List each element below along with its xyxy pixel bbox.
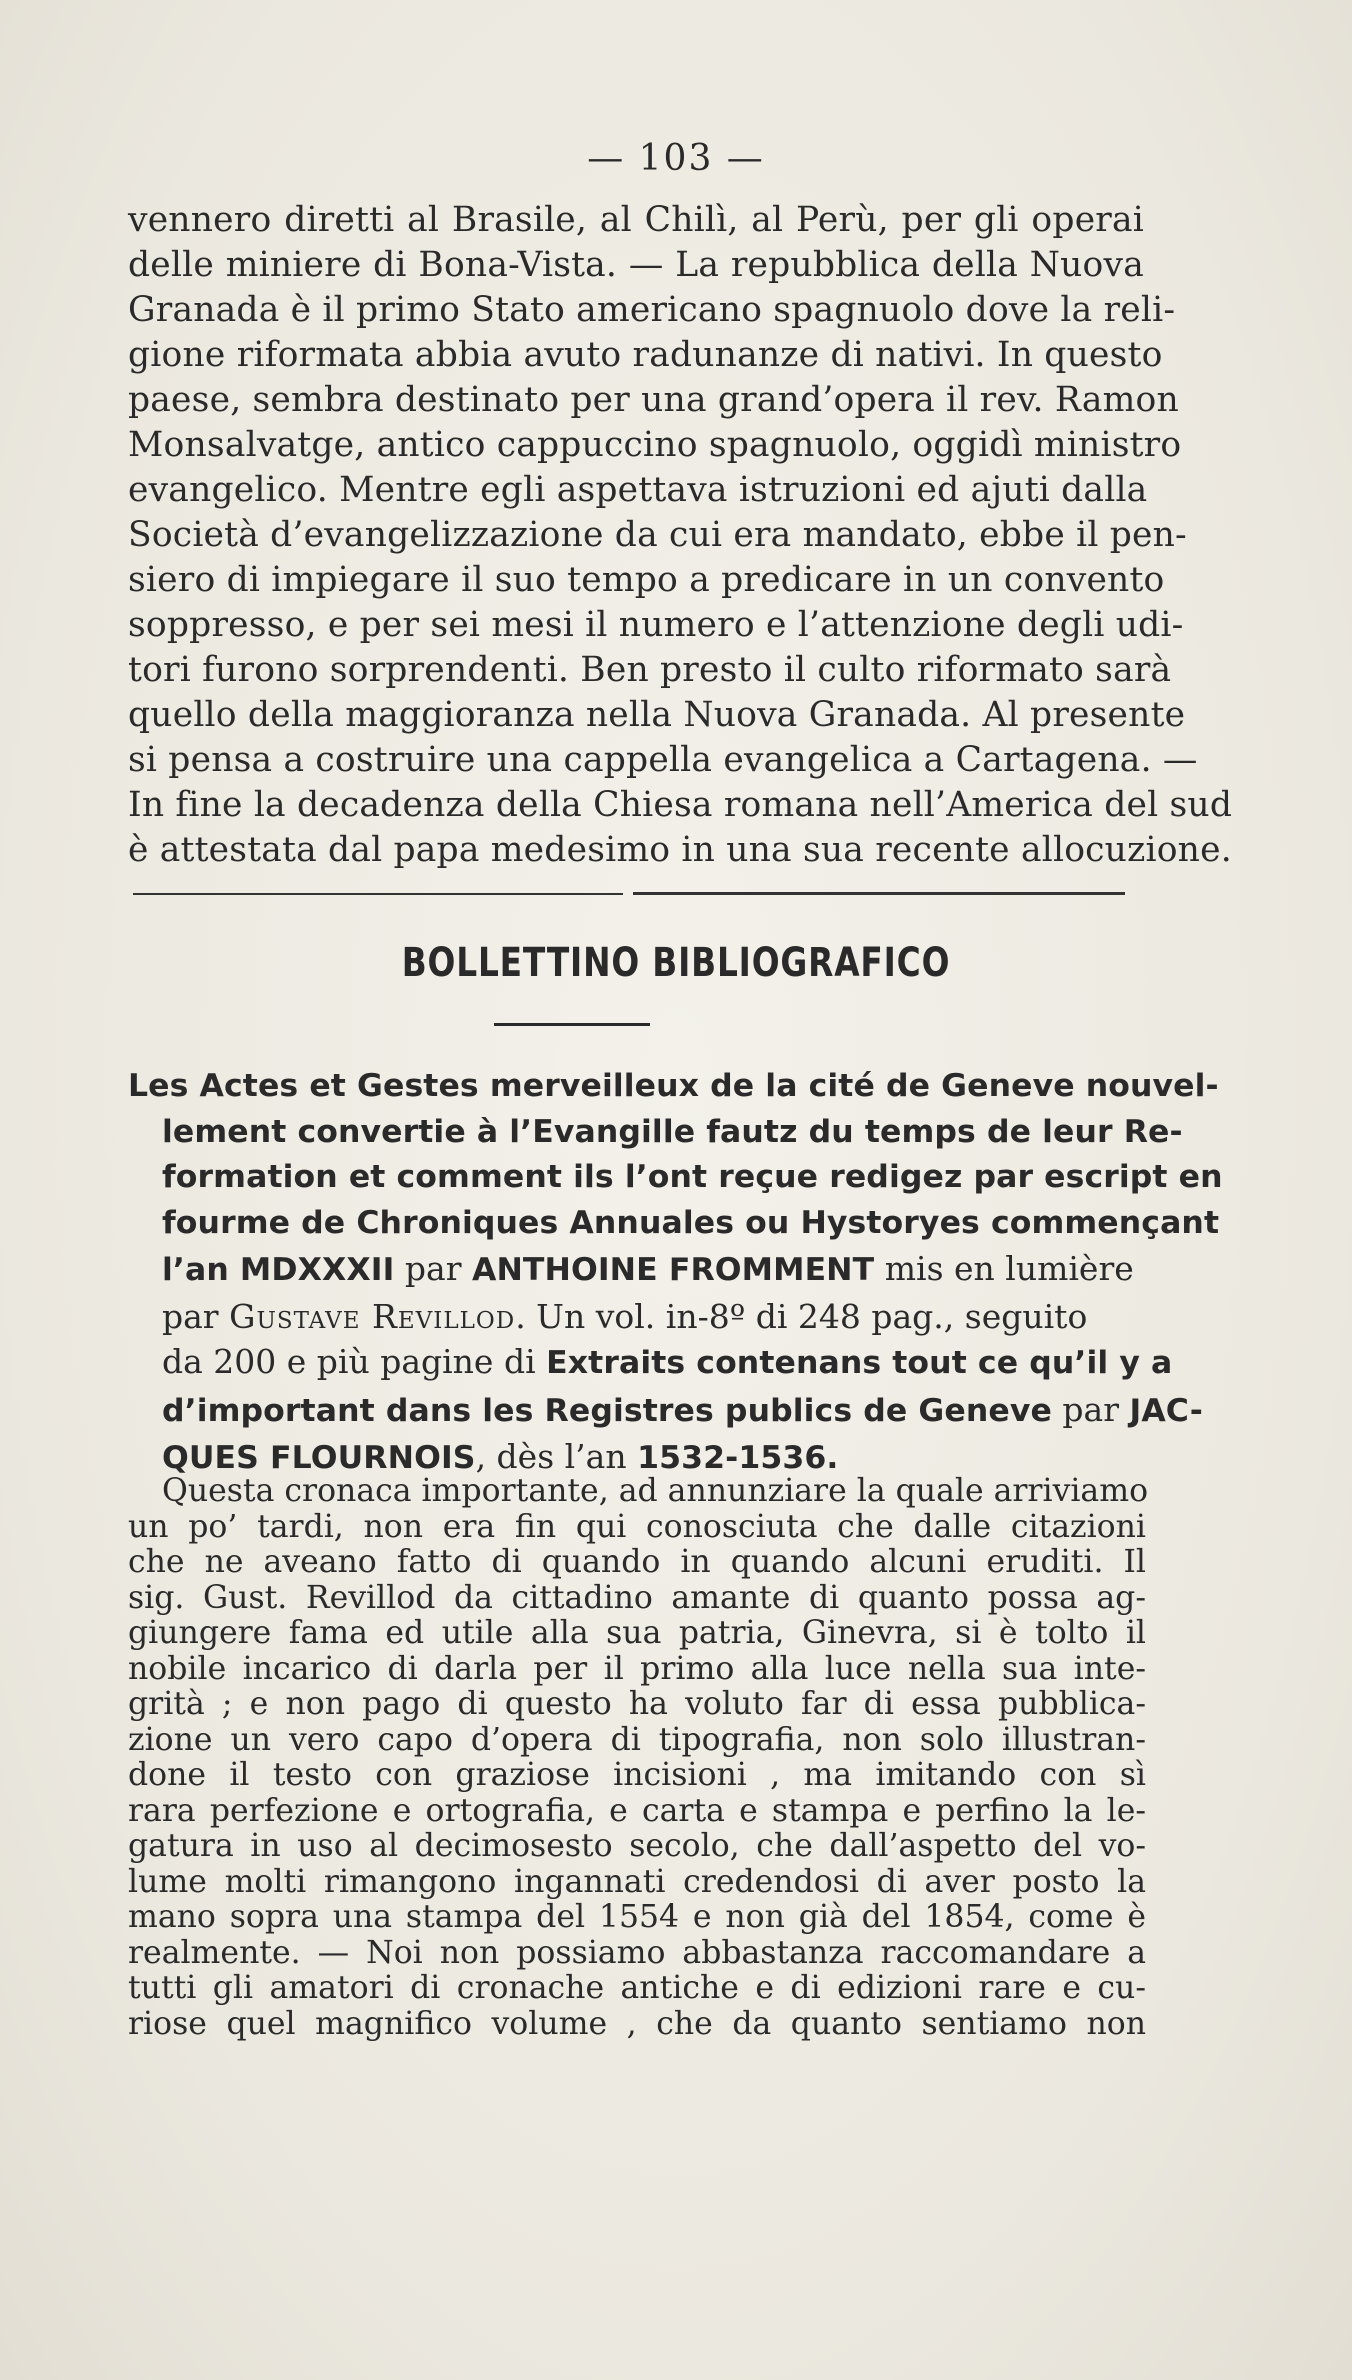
text-line: soppresso, e per sei mesi il numero e l’attenzione degli udi- — [128, 605, 1184, 645]
title-underline-rule — [494, 1023, 650, 1026]
text-line: paese, sembra destinato per una grand’opera il rev. Ramon — [128, 380, 1179, 420]
entry-text: . Un vol. in-8º di 248 pag., seguito — [515, 1296, 1088, 1336]
text-line: tutti gli amatori di cronache antiche e di edizioni rare e cu- — [128, 1970, 1146, 2006]
entry-line: Les Actes et Gestes merveilleux de la cité de Geneve nouvel- — [128, 1068, 1219, 1104]
entry-line: fourme de Chroniques Annuales ou Hystoryes commençant — [162, 1204, 1220, 1241]
text-line: tori furono sorprendenti. Ben presto il culto riformato sarà — [128, 650, 1172, 690]
text-line: zione un vero capo d’opera di tipografia, non solo illustran- — [128, 1721, 1146, 1758]
text-line: sig. Gust. Revillod da cittadino amante di quanto possa ag- — [128, 1579, 1146, 1616]
entry-text: par — [1062, 1389, 1119, 1429]
text-line: lume molti rimangono ingannati credendosi di aver posto la — [128, 1863, 1146, 1900]
entry-subtitle: d’important dans les Registres publics de Geneve — [162, 1392, 1052, 1429]
entry-author: QUES FLOURNOIS — [162, 1440, 476, 1476]
bibliographic-entry — [128, 1064, 1223, 1482]
text-line: nobile incarico di darla per il primo alla luce nella sua inte- — [128, 1650, 1146, 1687]
page-number: — 103 — — [587, 138, 765, 179]
entry-text: par — [404, 1249, 462, 1288]
text-line: grità ; e non pago di questo ha voluto far di essa pubblica- — [128, 1686, 1146, 1722]
text-line: Società d’evangelizzazione da cui era mandato, ebbe il pen- — [128, 515, 1187, 555]
text-line: delle miniere di Bona-Vista. — La repubblica della Nuova — [128, 245, 1144, 285]
entry-line — [128, 1294, 1146, 1340]
paragraph-brazil-granada — [128, 198, 1233, 873]
entry-line — [128, 1339, 1173, 1387]
entry-text: mis en lumière — [884, 1249, 1134, 1288]
text-line: quello della maggioranza nella Nuova Granada. Al presente — [128, 695, 1186, 735]
text-line: si pensa a costruire una cappella evangelica a Cartagena. — — [128, 740, 1198, 780]
entry-text: , dès l’an — [475, 1437, 627, 1476]
entry-line — [128, 1387, 1203, 1435]
entry-line — [128, 1246, 1146, 1294]
text-line: vennero diretti al Brasile, al Chilì, al Perù, per gli operai — [128, 200, 1144, 240]
divider-left-rule — [133, 893, 623, 895]
entry-subtitle: Extraits contenans tout ce qu’il y a — [546, 1345, 1173, 1381]
text-line: done il testo con graziose incisioni , ma imitando con sì — [128, 1757, 1146, 1793]
text-line: che ne aveano fatto di quando in quando alcuni eruditi. Il — [128, 1544, 1146, 1580]
text-line: evangelico. Mentre egli aspettava istruzioni ed ajuti dalla — [128, 470, 1148, 510]
entry-text: da 200 e più pagine di — [162, 1342, 536, 1381]
entry-author: ANTHOINE FROMMENT — [471, 1252, 875, 1288]
text-line: giungere fama ed utile alla sua patria, Ginevra, si è tolto il — [128, 1615, 1146, 1651]
entry-editor: Gustave Revillod — [229, 1296, 516, 1336]
entry-date: l’an MDXXXII — [162, 1252, 395, 1288]
text-line: riose quel magnifico volume , che da quanto sentiamo non — [128, 2005, 1146, 2042]
paragraph-review — [128, 1473, 1149, 2042]
text-line: realmente. — Noi non possiamo abbastanza raccomandare a — [128, 1934, 1146, 1971]
text-line: gatura in uso al decimosesto secolo, che dall’aspetto del vo- — [128, 1828, 1146, 1864]
entry-line: formation et comment ils l’ont reçue redigez par escript en — [162, 1159, 1223, 1195]
entry-line: lement convertie à l’Evangille fautz du temps de leur Re- — [162, 1113, 1183, 1150]
entry-author: JAC- — [1129, 1392, 1203, 1429]
text-line: In fine la decadenza della Chiesa romana nell’America del sud — [128, 785, 1233, 825]
section-title: BOLLETTINO BIBLIOGRAFICO — [401, 940, 951, 986]
text-line: siero di impiegare il suo tempo a predicare in un convento — [128, 560, 1165, 600]
text-line: rara perfezione e ortografia, e carta e stampa e perfino la le- — [128, 1792, 1146, 1829]
entry-date: 1532-1536. — [637, 1440, 839, 1476]
text-line: è attestata dal papa medesimo in una sua recente allocuzione. — [128, 830, 1232, 870]
section-divider — [133, 891, 1125, 897]
text-line: un po’ tardi, non era fin qui conosciuta che dalle citazioni — [128, 1508, 1146, 1545]
text-line: mano sopra una stampa del 1554 e non già del 1854, come è — [128, 1899, 1146, 1935]
divider-right-rule — [633, 892, 1125, 895]
text-line: gione riformata abbia avuto radunanze di nativi. In questo — [128, 335, 1163, 375]
text-line: Granada è il primo Stato americano spagnuolo dove la reli- — [128, 290, 1176, 330]
entry-text: par — [162, 1296, 219, 1336]
text-line: Monsalvatge, antico cappuccino spagnuolo, oggidì ministro — [128, 425, 1182, 465]
text-line: Questa cronaca importante, ad annunziare la quale arriviamo — [162, 1473, 1149, 1509]
